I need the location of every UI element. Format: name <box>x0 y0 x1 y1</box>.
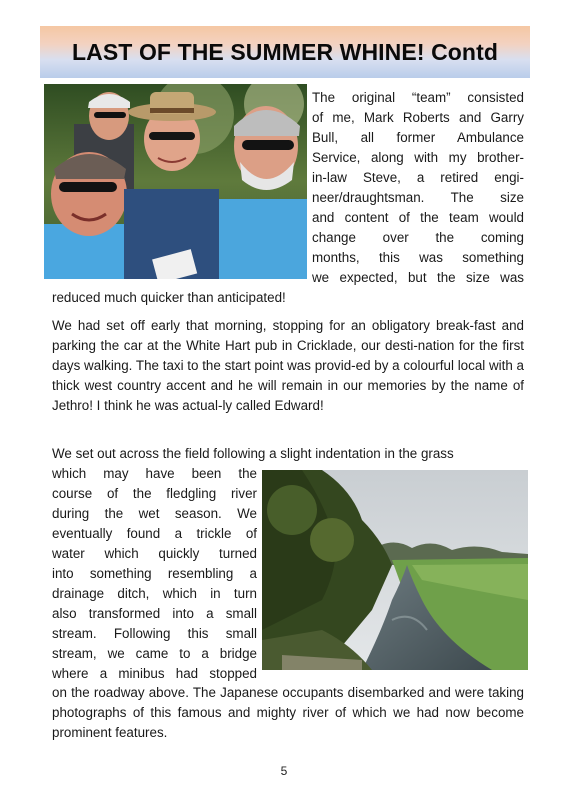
page-title: LAST OF THE SUMMER WHINE! Contd <box>72 38 498 65</box>
text-line: The original “team” consisted <box>312 90 524 105</box>
text-line: of me, Mark Roberts and Garry <box>312 110 524 125</box>
paragraph-1-full-line: reduced much quicker than anticipated! <box>52 290 286 305</box>
text-line: we expected, but the size was <box>312 270 524 285</box>
paragraph-2: We had set off early that morning, stopping for an obligatory break-fast and parking the car at the White Hart pub in Cricklade, our desti-nation for the first days walking. The taxi to the start point was provid-ed by a colourful local with a thick west country accent and he will remain in our memories by the name of Jethro! I think he was actual-ly called Edward! <box>52 318 524 413</box>
paragraph-3-first-line: We set out across the field following a slight indentation in the grass <box>52 446 454 461</box>
text-line: which may have been the <box>52 466 257 481</box>
text-line: also transformed into a small <box>52 606 257 621</box>
text-line: and content of the team would <box>312 210 524 225</box>
river-landscape-photo <box>262 470 528 670</box>
page-number: 5 <box>280 764 288 778</box>
text-line: Service, along with my brother- <box>312 150 524 165</box>
team-selfie-photo <box>44 84 307 279</box>
river-landscape-image <box>262 470 528 670</box>
paragraph-3-side <box>52 464 257 684</box>
text-line: stream. Following this small <box>52 626 257 641</box>
text-line: water which quickly turned <box>52 546 257 561</box>
text-line: course of the fledgling river <box>52 486 257 501</box>
paragraph-3-continued: on the roadway above. The Japanese occupants disembarked and were taking photographs of this famous and mighty river of which we had now become prominent features. <box>52 685 524 740</box>
text-line: Bull, all former Ambulance <box>312 130 524 145</box>
text-line: change over the coming <box>312 230 524 245</box>
text-line: drainage ditch, which in turn <box>52 586 257 601</box>
text-line: stream, we came to a bridge <box>52 646 257 661</box>
text-line: into something resembling a <box>52 566 257 581</box>
team-selfie-image <box>44 84 307 279</box>
title-banner <box>40 26 530 78</box>
text-line: where a minibus had stopped <box>52 666 257 681</box>
text-line: neer/draughtsman. The size <box>312 190 524 205</box>
text-line: eventually found a trickle of <box>52 526 257 541</box>
text-line: during the wet season. We <box>52 506 257 521</box>
text-line: months, this was something <box>312 250 524 265</box>
paragraph-1-side <box>312 88 524 288</box>
text-line: in-law Steve, a retired engi- <box>312 170 524 185</box>
